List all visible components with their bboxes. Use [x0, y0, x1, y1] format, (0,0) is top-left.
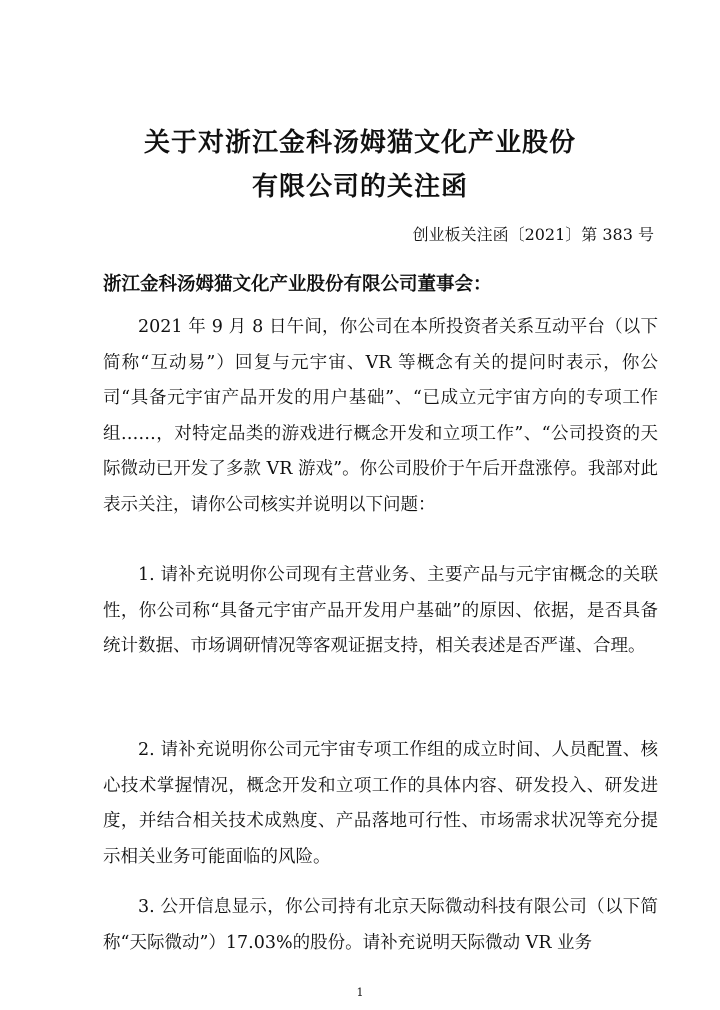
page-number: 1: [356, 986, 364, 999]
paragraph-question-2: 2. 请补充说明你公司元宇宙专项工作组的成立时间、人员配置、核心技术掌握情况，概念开发和立项工作的具体内容、研发投入、研发进度，并结合相关技术成熟度、产品落地可行性、市场需求状况等充分提示相关业务可能面临的风险。: [103, 740, 658, 867]
paragraph-question-1: 1. 请补充说明你公司现有主营业务、主要产品与元宇宙概念的关联性，你公司称“具备元宇宙产品开发用户基础”的原因、依据，是否具备统计数据、市场调研情况等客观证据支持，相关表述是否严谨、合理。: [103, 565, 658, 657]
addressee: 浙江金科汤姆猫文化产业股份有限公司董事会：: [103, 274, 492, 295]
document-title-line-2: 有限公司的关注函: [251, 172, 468, 202]
document-reference-number: 创业板关注函〔2021〕第 383 号: [412, 225, 654, 244]
paragraph-intro: 2021 年 9 月 8 日午间，你公司在本所投资者关系互动平台（以下简称“互动易”）回复与元宇宙、VR 等概念有关的提问时表示，你公司“具备元宇宙产品开发的用户基础”、“已成立元宇宙方向的专项工作组……，对特定品类的游戏进行概念开发和立项工作”、“公司投资的天际微动已开发了多款 VR 游戏”。你公司股价于午后开盘涨停。我部对此表示关注，请你公司核实并说明以下问题：: [103, 317, 658, 515]
document-title-line-1: 关于对浙江金科汤姆猫文化产业股份: [143, 128, 576, 158]
paragraph-question-3: 3. 公开信息显示，你公司持有北京天际微动科技有限公司（以下简称“天际微动”）17.03%的股份。请补充说明天际微动 VR 业务: [103, 897, 658, 953]
